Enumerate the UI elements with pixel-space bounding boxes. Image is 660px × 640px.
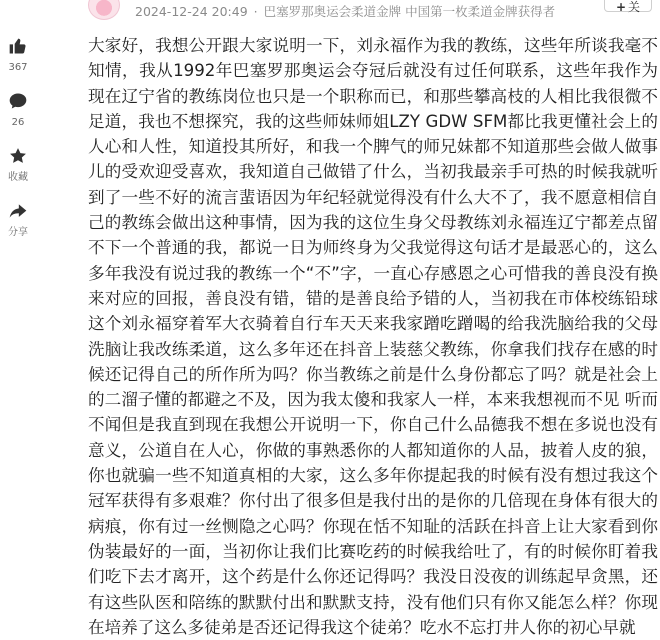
share-label: 分享 [8,227,28,238]
follow-label: 关 [628,0,641,14]
comment-count: 26 [11,117,25,128]
action-rail [0,36,36,256]
share-action[interactable] [0,201,36,239]
comment-bubble-icon [8,91,28,111]
star-icon [8,146,28,166]
favorite-action[interactable] [0,146,36,184]
follow-button[interactable] [604,0,652,12]
post-header [0,0,660,24]
share-arrow-icon [8,201,28,221]
like-action[interactable] [0,36,36,74]
author-bio: 巴塞罗那奥运会柔道金牌 中国第一枚柔道金牌获得者 [263,4,556,19]
favorite-label: 收藏 [8,172,28,183]
plus-icon: + [615,0,627,14]
article-body [88,33,658,640]
post-timestamp: 2024-12-24 20:49 [135,4,248,19]
post-meta [135,2,555,20]
like-count: 367 [8,62,28,73]
avatar[interactable] [88,0,120,20]
thumbs-up-icon [8,36,28,56]
article-paragraph: 大家好，我想公开跟大家说明一下，刘永福作为我的教练，这些年所谈我毫不知情，我从1992年巴塞罗那奥运会夺冠后就没有过任何联系，这些年我作为现在辽宁省的教练岗位也只是一个职称而已，和那些攀高枝的人相比我很微不足道，我也不想探究，我的这些师妹师姐LZY GDW SFM都比我更懂社会上的人心和人性，知道投其所好，和我一个脾气的师兄妹都不知道那些会做人做事儿的受欢迎受喜欢，我知道自己做错了什么，当初我最亲手可热的时候我就听到了一些不好的流言蜚语因为年纪轻就觉得没有什么大不了，我不愿意相信自己的教练会做出这种事情，因为我的这位生身父母教练刘永福连辽宁都差点留不下一个普通的我，都说一日为师终身为父我觉得这句话才是最恶心的，这么多年我没有说过我的教练一个“不”字，一直心存感恩之心可惜我的善良没有换来对应的回报，善良没有错，错的是善良给予错的人，当初我在市体校练铅球这个刘永福穿着军大衣骑着自行车天天来我家蹭吃蹭喝的给我洗脑给我的父母洗脑让我改练柔道，这么多年还在抖音上装慈父教练，你拿我们找存在感的时候还记得自己的所作所为吗？你当教练之前是什么身份都忘了吗？就是社会上的二溜子懂的都避之不及，因为我太傻和我家人一样，本来我想视而不见 听而不闻但是我直到现在我想公开说明一下，你自己什么品德我不想在多说也没有意义，公道自在人心，你做的事熟悉你的人都知道你的人品，披着人皮的狼，你也就骗一些不知道真相的大家，这么多年你提起我的时候有没有想过我这个冠军获得有多艰难？你付出了很多但是我付出的是你的几倍现在身体有很大的病痕，你有过一丝恻隐之心吗？你现在恬不知耻的活跃在抖音上让大家看到你伪装最好的一面，当初你让我们比赛吃药的时候我给吐了，有的时候你盯着我们吃下去才离开，这个药是什么你还记得吗？我没日没夜的训练起早贪黑，还有这些队医和陪练的默默付出和默默支持，没有他们只有你又能怎么样？你现在培养了这么多徒弟是否还记得我这个徒弟？吃水不忘打井人你的初心早就 [88,36,658,637]
comment-action[interactable] [0,91,36,129]
meta-separator: · [253,4,258,19]
